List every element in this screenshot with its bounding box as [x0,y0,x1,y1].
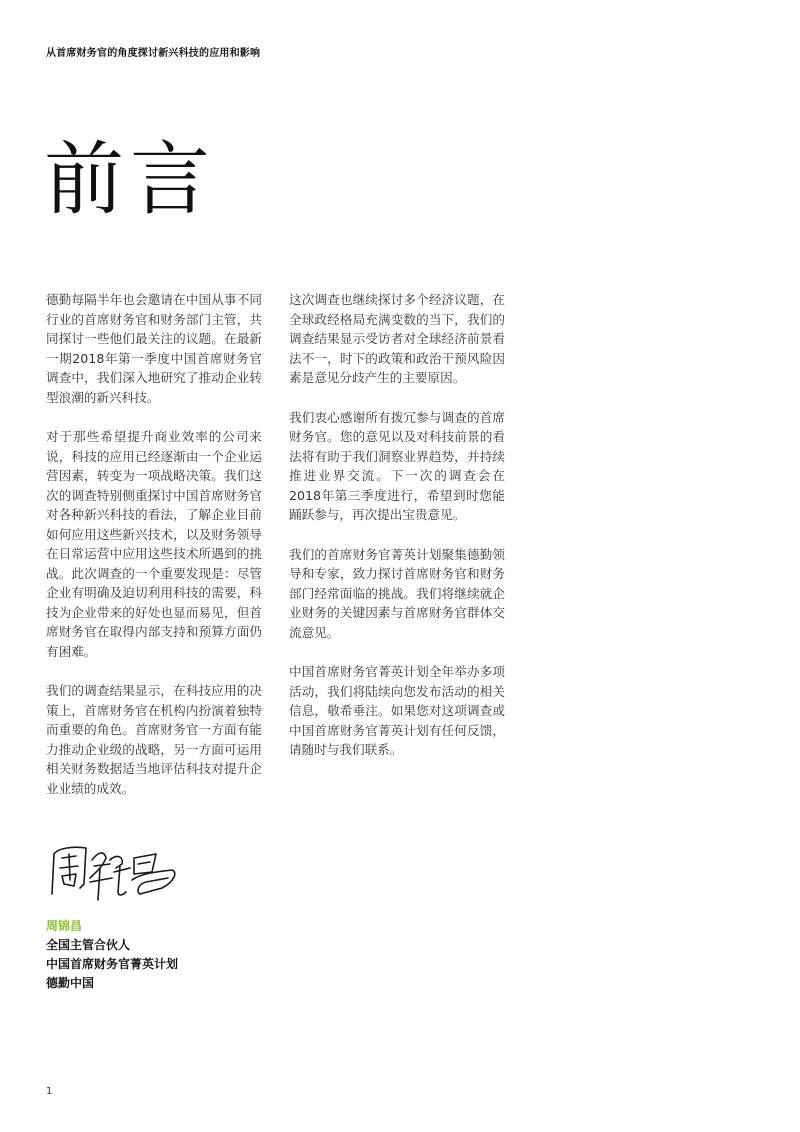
signer-organization: 德勤中国 [46,976,95,990]
paragraph: 德勤每隔半年也会邀请在中国从事不同行业的首席财务官和财务部门主管，共同探讨一些他们最关注的议题。在最新一期2018年第一季度中国首席财务官调查中，我们深入地研究了推动企业转型浪潮的新兴科技。 [46,292,262,405]
handwritten-signature [44,838,184,910]
running-header: 从首席财务官的角度探讨新兴科技的应用和影响 [46,48,261,59]
page-title: 前言 [44,133,216,226]
signer-program: 中国首席财务官菁英计划 [46,957,179,971]
paragraph: 对于那些希望提升商业效率的公司来说，科技的应用已经逐渐由一个企业运营因素，转变为一项战略决策。我们这次的调查特别侧重探讨中国首席财务官对各种新兴科技的看法，了解企业目前如何应用这些新兴技术，以及财务领导在日常运营中应用这些技术所遇到的挑战。此次调查的一个重要发现是：尽管企业有明确及迫切利用科技的需要，科技为企业带来的好处也显而易见，但首席财务官在取得内部支持和预算方面仍有困难。 [46,429,262,659]
page-number: 1 [46,1086,53,1097]
signer-block [46,917,178,993]
paragraph: 我们的调查结果显示，在科技应用的决策上，首席财务官在机构内扮演着独特而重要的角色。首席财务官一方面有能力推动企业级的战略，另一方面可运用相关财务数据适当地评估科技对提升企业业绩的成效。 [46,683,262,796]
signer-name: 周锦昌 [46,919,83,933]
paragraph: 我们衷心感谢所有拨冗参与调查的首席财务官。您的意见以及对科技前景的看法将有助于我们洞察业界趋势，并持续推进业界交流。下一次的调查会在2018年第三季度进行，希望到时您能踊跃参与，再次提出宝贵意见。 [289,409,505,522]
paragraph: 我们的首席财务官菁英计划聚集德勤领导和专家，致力探讨首席财务官和财务部门经常面临的挑战。我们将继续就企业财务的关键因素与首席财务官群体交流意见。 [289,546,505,640]
paragraph: 中国首席财务官菁英计划全年举办多项活动，我们将陆续向您发布活动的相关信息，敬希垂注。如果您对这项调查或中国首席财务官菁英计划有任何反馈，请随时与我们联系。 [289,664,505,757]
signer-title: 全国主管合伙人 [46,938,131,952]
body-column-left [46,290,262,818]
body-column-right [289,290,505,780]
paragraph: 这次调查也继续探讨多个经济议题，在全球政经格局充满变数的当下，我们的调查结果显示受访者对全球经济前景看法不一，时下的政策和政治干预风险因素是意见分歧产生的主要原因。 [289,292,505,385]
